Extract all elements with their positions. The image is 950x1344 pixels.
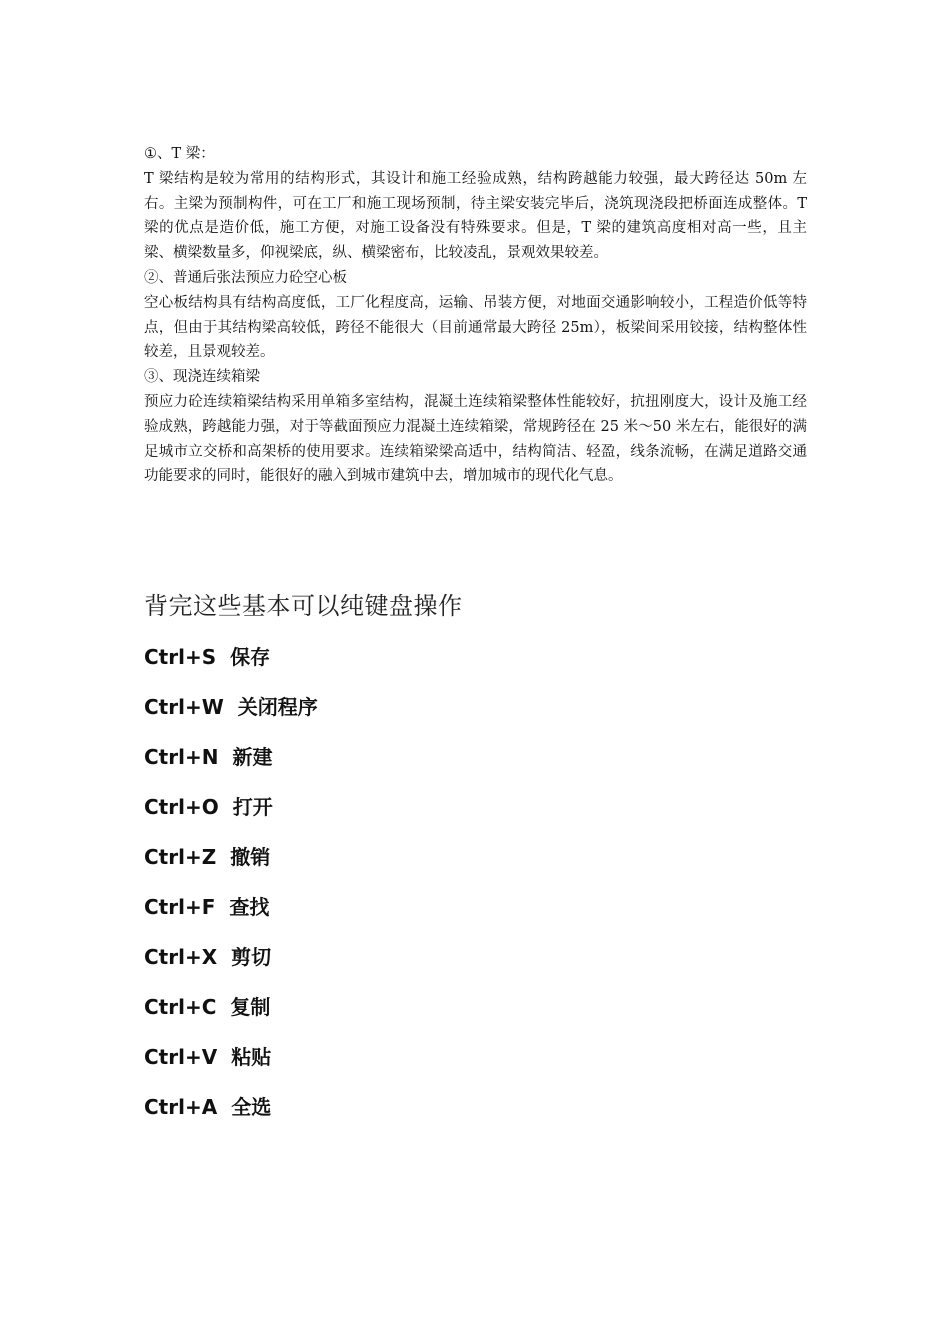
section-heading-hollow-slab: ②、普通后张法预应力砼空心板: [144, 269, 347, 286]
shortcut-key: Ctrl+V: [144, 1045, 218, 1069]
shortcut-item-select-all: [144, 1090, 318, 1140]
shortcut-desc: 打开: [232, 795, 273, 819]
section-body-hollow-slab: 空心板结构具有结构高度低，工厂化程度高，运输、吊装方便，对地面交通影响较小，工程造价低等特点，但由于其结构梁高较低，跨径不能很大（目前通常最大跨径 25m），板梁间采用铰接，结构整体性较差，且景观较差。: [144, 294, 807, 361]
shortcut-item-copy: [144, 990, 318, 1040]
shortcut-item-paste: [144, 1040, 318, 1090]
section-body-t-beam: T 梁结构是较为常用的结构形式，其设计和施工经验成熟，结构跨越能力较强，最大跨径达 50m 左右。主梁为预制构件，可在工厂和施工现场预制，待主梁安装完毕后，浇筑现浇段把桥面连成整体。T 梁的优点是造价低，施工方便，对施工设备没有特殊要求。但是，T 梁的建筑高度相对高一些，且主梁、横梁数量多，仰视梁底，纵、横梁密布，比较凌乱，景观效果较差。: [144, 170, 807, 262]
shortcut-key: Ctrl+O: [144, 795, 219, 819]
shortcut-key: Ctrl+F: [144, 895, 216, 919]
shortcut-item-cut: [144, 940, 318, 990]
shortcut-item-save: [144, 640, 318, 690]
shortcut-key: Ctrl+W: [144, 695, 224, 719]
shortcut-item-new: [144, 740, 318, 790]
shortcut-desc: 复制: [230, 995, 271, 1019]
shortcut-desc: 查找: [229, 895, 270, 919]
shortcut-list: [144, 640, 318, 1140]
shortcut-item-open: [144, 790, 318, 840]
shortcut-desc: 全选: [231, 1095, 272, 1119]
shortcut-key: Ctrl+S: [144, 645, 217, 669]
shortcut-desc: 关闭程序: [237, 695, 318, 719]
shortcuts-title: 背完这些基本可以纯键盘操作: [144, 592, 463, 620]
section-body-box-girder: 预应力砼连续箱梁结构采用单箱多室结构，混凝土连续箱梁整体性能较好，抗扭刚度大，设计及施工经验成熟，跨越能力强，对于等截面预应力混凝土连续箱梁，常规跨径在 25 米～50 米左右，能很好的满足城市立交桥和高架桥的使用要求。连续箱梁梁高适中，结构简洁、轻盈，线条流畅，在满足道路交通功能要求的同时，能很好的融入到城市建筑中去，增加城市的现代化气息。: [144, 393, 807, 485]
shortcut-key: Ctrl+X: [144, 945, 218, 969]
shortcut-desc: 剪切: [231, 945, 272, 969]
shortcut-item-find: [144, 890, 318, 940]
shortcut-key: Ctrl+A: [144, 1095, 218, 1119]
shortcut-key: Ctrl+Z: [144, 845, 217, 869]
shortcut-key: Ctrl+C: [144, 995, 217, 1019]
shortcut-desc: 新建: [232, 745, 273, 769]
shortcut-item-undo: [144, 840, 318, 890]
shortcut-key: Ctrl+N: [144, 745, 219, 769]
shortcut-desc: 粘贴: [231, 1045, 272, 1069]
shortcut-item-close: [144, 690, 318, 740]
shortcut-desc: 撤销: [230, 845, 271, 869]
section-heading-t-beam: ①、T 梁：: [144, 146, 215, 162]
shortcut-desc: 保存: [230, 645, 271, 669]
bridge-structure-text: [144, 142, 807, 489]
section-heading-box-girder: ③、现浇连续箱梁: [144, 369, 260, 386]
